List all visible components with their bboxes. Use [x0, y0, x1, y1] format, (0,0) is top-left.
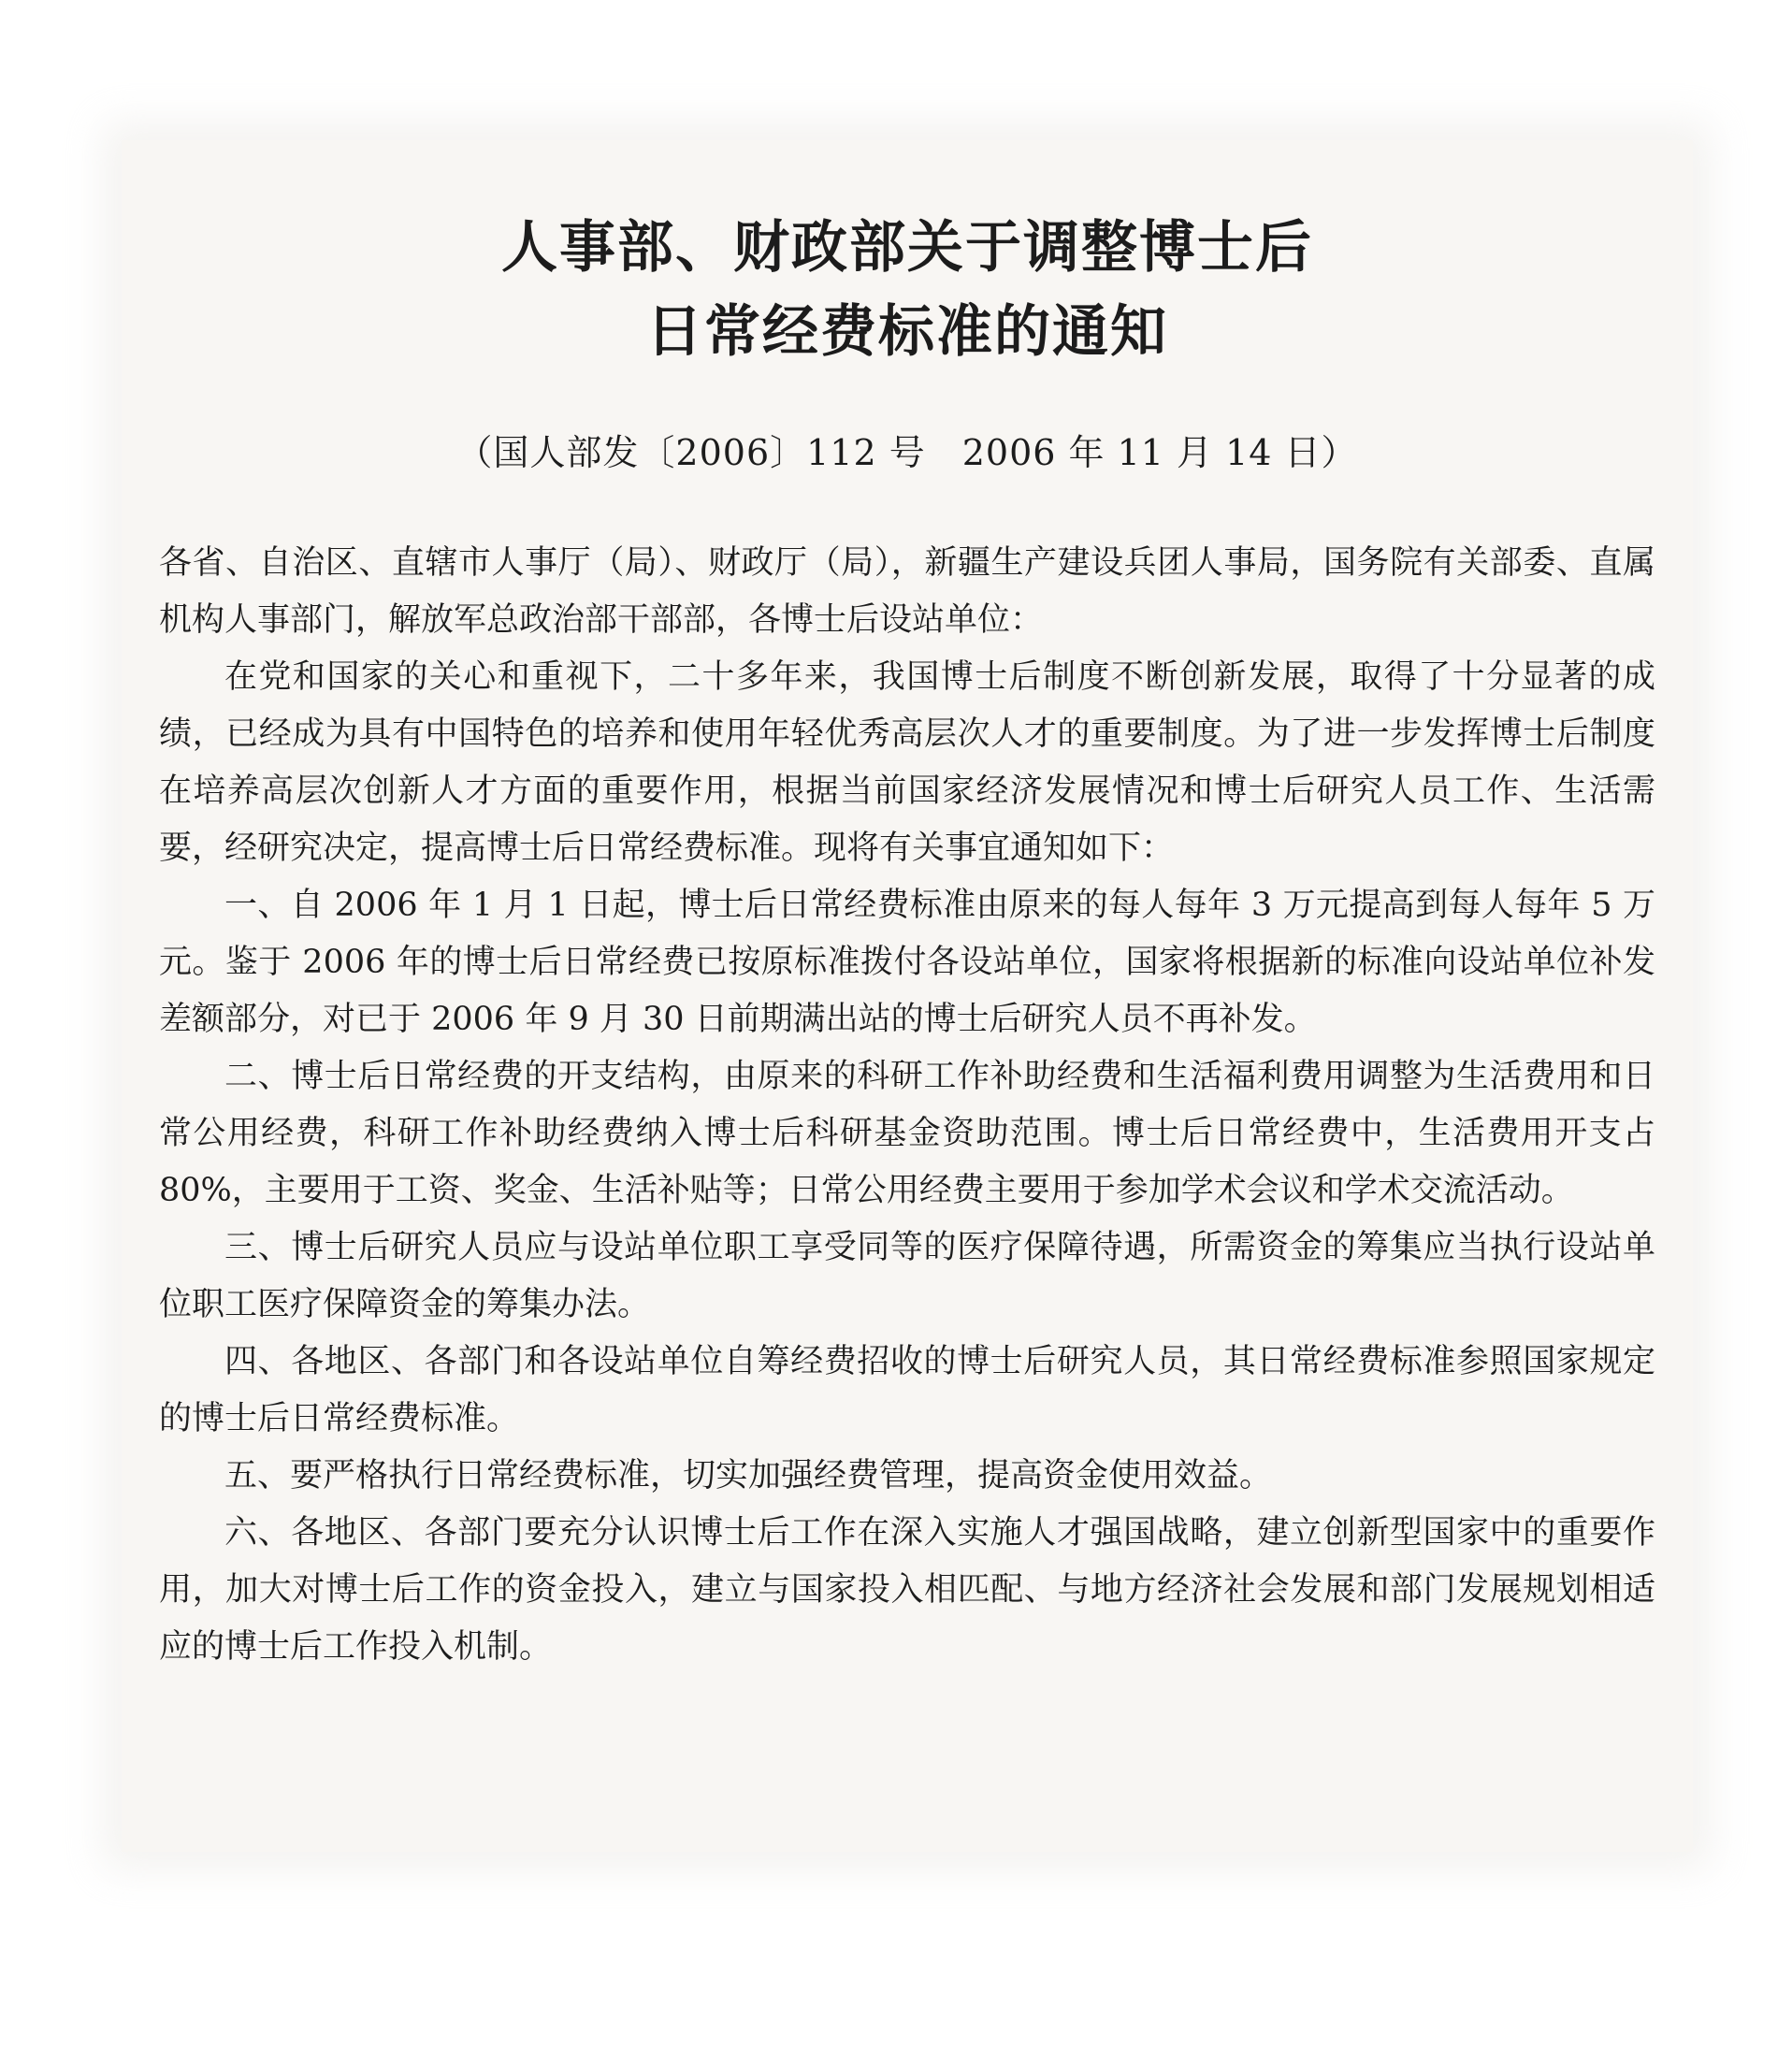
title-line-1: 人事部、财政部关于调整博士后 [501, 215, 1313, 281]
body-paragraph-5: 五、要严格执行日常经费标准，切实加强经费管理，提高资金使用效益。 [224, 1457, 1273, 1494]
document-content [159, 206, 1655, 1676]
body-paragraph-3: 三、博士后研究人员应与设站单位职工享受同等的医疗保障待遇，所需资金的筹集应当执行设站单位职工医疗保障资金的筹集办法。 [159, 1229, 1655, 1323]
addressee-paragraph: 各省、自治区、直辖市人事厅（局）、财政厅（局），新疆生产建设兵团人事局，国务院有关部委、直属机构人事部门，解放军总政治部干部部，各博士后设站单位： [159, 544, 1655, 639]
body-paragraph-6: 六、各地区、各部门要充分认识博士后工作在深入实施人才强国战略，建立创新型国家中的重要作用，加大对博士后工作的资金投入，建立与国家投入相匹配、与地方经济社会发展和部门发展规划相适应的博士后工作投入机制。 [159, 1514, 1655, 1666]
body-paragraph-intro: 在党和国家的关心和重视下，二十多年来，我国博士后制度不断创新发展，取得了十分显著的成绩，已经成为具有中国特色的培养和使用年轻优秀高层次人才的重要制度。为了进一步发挥博士后制度在培养高层次创新人才方面的重要作用，根据当前国家经济发展情况和博士后研究人员工作、生活需要，经研究决定，提高博士后日常经费标准。现将有关事宜通知如下： [159, 658, 1655, 867]
title-line-2: 日常经费标准的通知 [646, 299, 1168, 365]
document-reference: （国人部发〔2006〕112 号 2006 年 11 月 14 日） [456, 432, 1358, 473]
document-page [122, 140, 1693, 1852]
document-title [159, 206, 1655, 374]
body-paragraph-1: 一、自 2006 年 1 月 1 日起，博士后日常经费标准由原来的每人每年 3 万元提高到每人每年 5 万元。鉴于 2006 年的博士后日常经费已按原标准拨付各设站单位，国家将根据新的标准向设站单位补发差额部分，对已于 2006 年 9 月 30 日前期满出站的博士后研究人员不再补发。 [159, 887, 1655, 1038]
body-paragraph-2: 二、博士后日常经费的开支结构，由原来的科研工作补助经费和生活福利费用调整为生活费用和日常公用经费，科研工作补助经费纳入博士后科研基金资助范围。博士后日常经费中，生活费用开支占 80%，主要用于工资、奖金、生活补贴等；日常公用经费主要用于参加学术会议和学术交流活动。 [159, 1058, 1655, 1209]
body-paragraph-4: 四、各地区、各部门和各设站单位自筹经费招收的博士后研究人员，其日常经费标准参照国家规定的博士后日常经费标准。 [159, 1343, 1655, 1437]
